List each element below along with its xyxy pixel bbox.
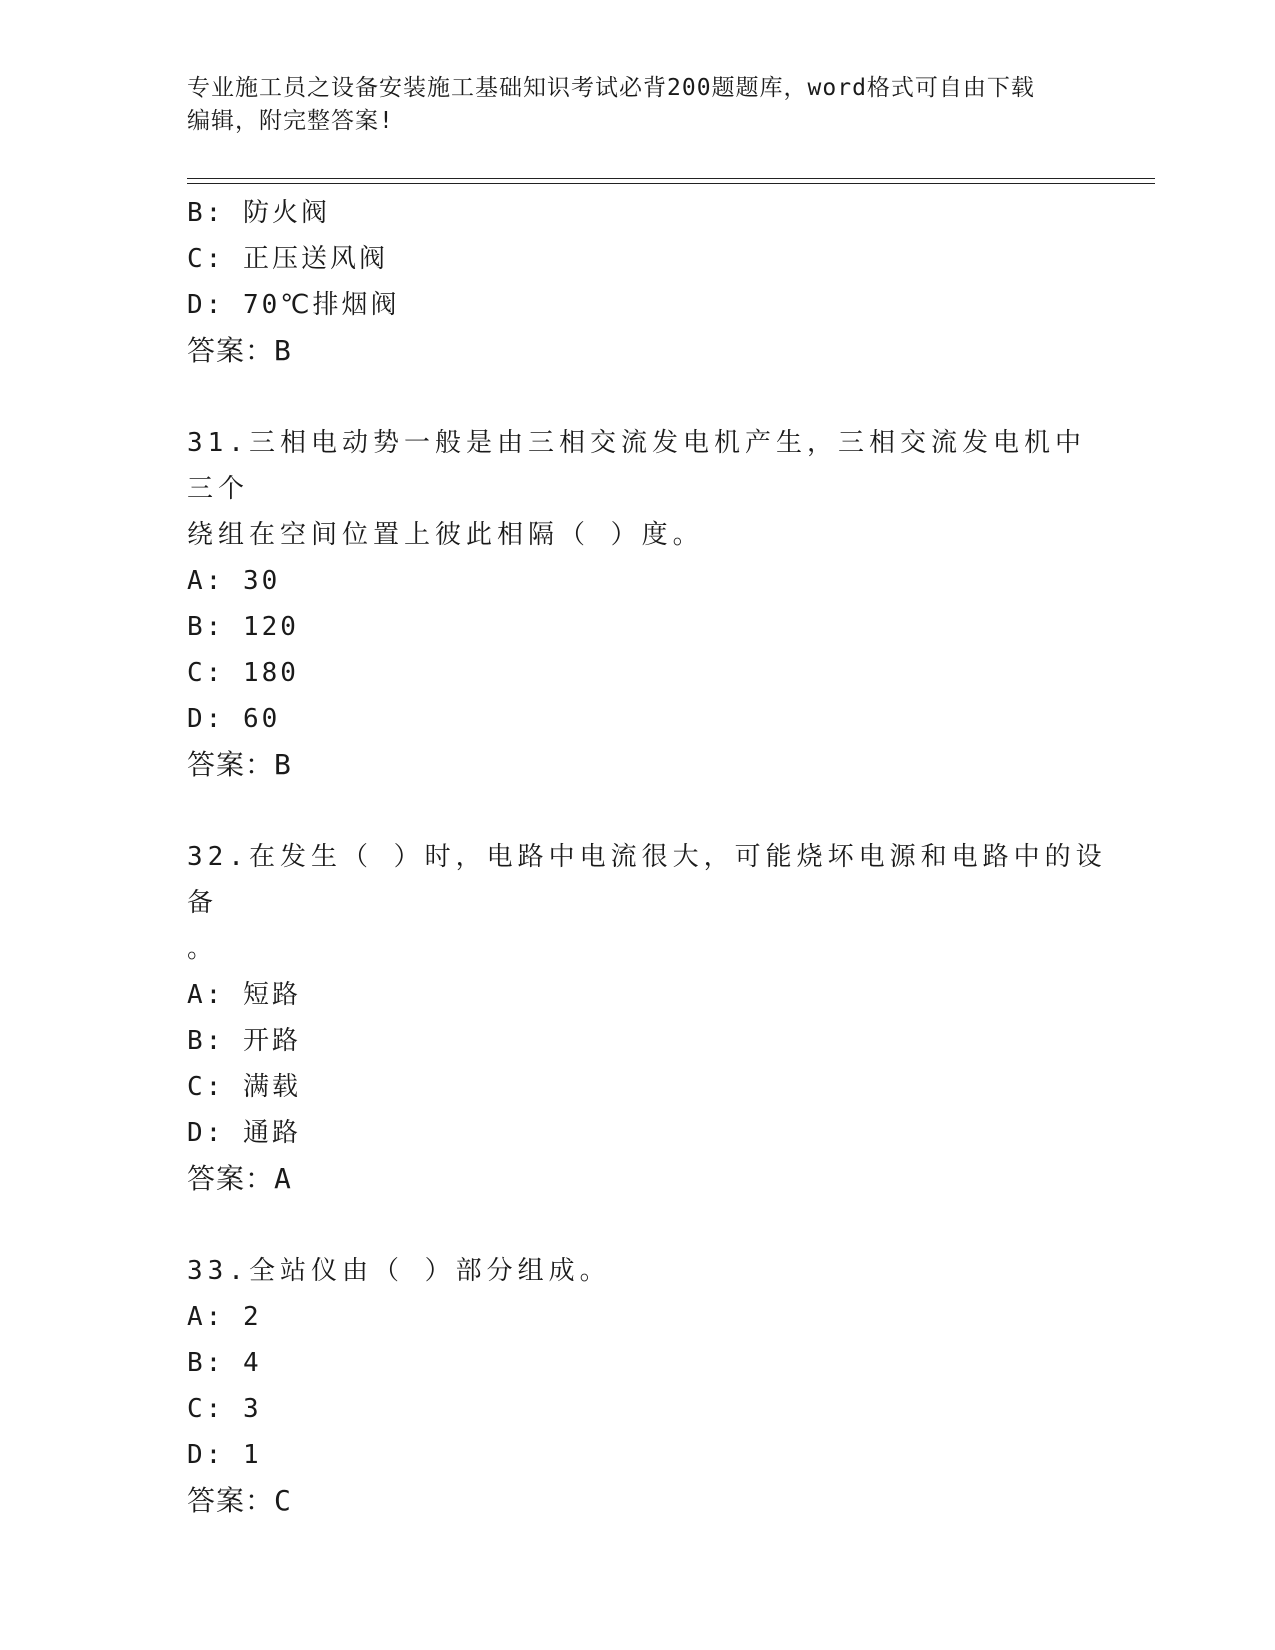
option-d: D: 70℃排烟阀 [187,290,400,320]
option-a: A: 2 [187,1302,262,1332]
option-b: B: 开路 [187,1026,301,1056]
option-c: C: 3 [187,1394,262,1424]
question-text-line1: 33.全站仪由（ ）部分组成。 [187,1256,611,1286]
option-d: D: 1 [187,1440,262,1470]
header-title-line1: 专业施工员之设备安装施工基础知识考试必背200题题库，word格式可自由下载 [187,75,1035,101]
option-b: B: 防火阀 [187,198,330,228]
document-header [187,72,1087,138]
option-c: C: 180 [187,658,299,688]
option-c: C: 满载 [187,1072,301,1102]
question-block-33 [187,1248,1107,1524]
option-c: C: 正压送风阀 [187,244,388,274]
answer-label: 答案：B [187,748,292,781]
option-b: B: 120 [187,612,299,642]
question-text-line1: 32.在发生（ ）时，电路中电流很大，可能烧坏电源和电路中的设备 [187,842,1107,918]
option-d: D: 60 [187,704,281,734]
question-text-line2: 。 [187,934,219,964]
question-block-31 [187,420,1107,788]
question-block-32 [187,834,1107,1202]
option-a: A: 30 [187,566,281,596]
option-a: A: 短路 [187,980,301,1010]
header-title-line2: 编辑，附完整答案! [187,108,394,134]
answer-label: 答案：A [187,1162,292,1195]
header-divider-top [187,178,1155,179]
question-text-line2: 绕组在空间位置上彼此相隔（ ）度。 [187,520,704,550]
answer-label: 答案：C [187,1484,292,1517]
question-list [187,190,1107,1524]
question-text-line1: 31.三相电动势一般是由三相交流发电机产生，三相交流发电机中三个 [187,428,1086,504]
header-divider-bottom [187,183,1155,184]
option-d: D: 通路 [187,1118,301,1148]
question-block-30 [187,190,1107,374]
answer-label: 答案：B [187,334,292,367]
option-b: B: 4 [187,1348,262,1378]
